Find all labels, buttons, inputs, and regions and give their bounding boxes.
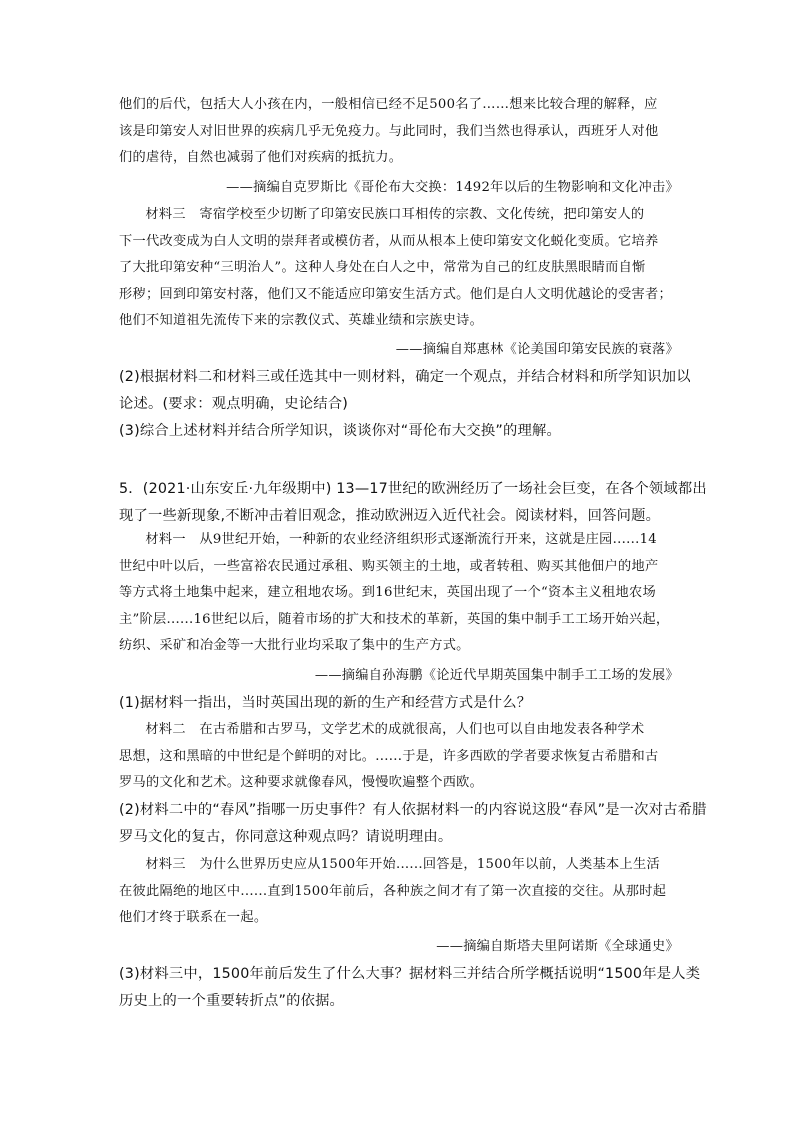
material2-excerpt <box>119 92 679 172</box>
text-line: (2)根据材料二和材料三或任选其中一则材料，确定一个观点，并结合材料和所学知识加以 <box>119 369 691 385</box>
text-line: 材料一 从9世纪开始，一种新的农业经济组织形式逐渐流行开来，这就是庄园......14 <box>145 532 657 547</box>
text-line: 5．(2021·山东安丘·九年级期中) 13—17世纪的欧洲经历了一场社会巨变，在各个领域都出 <box>119 481 707 497</box>
question-5-2 <box>119 797 707 850</box>
text-line: 罗马的文化和艺术。这种要求就像春风，慢慢吹遍整个西欧。 <box>119 775 484 790</box>
text-line: 形秽；回到印第安村落，他们又不能适应印第安生活方式。他们是白人文明优越论的受害者； <box>119 286 672 302</box>
text-line: 历史上的一个重要转折点”的依据。 <box>119 992 345 1009</box>
material3-paragraph <box>119 202 679 335</box>
text-line: 罗马文化的复古，你同意这种观点吗？请说明理由。 <box>119 828 453 845</box>
text-line: 下一代改变成为白人文明的崇拜者或模仿者，从而从根本上使印第安文化蜕化变质。它培养 <box>119 233 659 249</box>
question-5-1: (1)据材料一指出，当时英国出现的新的生产和经营方式是什么？ <box>119 695 532 711</box>
text-line: 论述。(要求：观点明确，史论结合) <box>119 395 349 412</box>
text-line: 材料三 为什么世界历史应从1500年开始......回答是，1500年以前，人类基本上生活 <box>145 857 660 872</box>
text-line: 思想，这和黑暗的中世纪是个鲜明的对比。......于是，许多西欧的学者要求恢复古希腊和古 <box>119 748 659 764</box>
text-line: 们的虐待，自然也减弱了他们对疾病的抵抗力。 <box>119 150 403 165</box>
material2-paragraph <box>119 717 679 797</box>
source-citation: ——摘编自克罗斯比《哥伦布大交换：1492年以后的生物影响和文化冲击》 <box>226 180 679 195</box>
question-3: (3)综合上述材料并结合所学知识，谈谈你对“哥伦布大交换”的理解。 <box>119 423 561 439</box>
text-line: (3)材料三中，1500年前后发生了什么大事？据材料三并结合所学概括说明“1500年是人类 <box>119 966 701 982</box>
text-line: 他们不知道祖先流传下来的宗教仪式、英雄业绩和宗族史诗。 <box>119 313 484 328</box>
text-line: 他们才终于联系在一起。 <box>119 910 268 925</box>
text-line: 他们的后代，包括大人小孩在内，一般相信已经不足500名了……想来比较合理的解释，应 <box>119 97 658 112</box>
material1-paragraph <box>119 527 679 660</box>
text-line: 世纪中叶以后，一些富裕农民通过承租、购买领主的土地，或者转租、购买其他佃户的地产 <box>119 558 659 574</box>
text-line: 主”阶层......16世纪以后，随着市场的扩大和技术的革新，英国的集中制手工工场开始兴起， <box>119 611 670 627</box>
source-citation: ——摘编自斯塔夫里阿诺斯《全球通史》 <box>436 939 679 954</box>
text-line: 该是印第安人对旧世界的疾病几乎无免疫力。与此同时，我们当然也得承认，西班牙人对他 <box>119 123 659 139</box>
text-line: 现了一些新现象,不断冲击着旧观念，推动欧洲迈入近代社会。阅读材料，回答问题。 <box>119 507 661 524</box>
text-line: 材料二 在古希腊和古罗马，文学艺术的成就很高，人们也可以自由地发表各种学术 <box>145 722 645 737</box>
source-citation: ——摘编自郑惠林《论美国印第安民族的衰落》 <box>395 342 679 357</box>
text-line: 材料三 寄宿学校至少切断了印第安民族口耳相传的宗教、文化传统，把印第安人的 <box>145 207 645 222</box>
source-citation: ——摘编自孙海鹏《论近代早期英国集中制手工工场的发展》 <box>314 668 679 683</box>
text-line: 等方式将土地集中起来，建立租地农场。到16世纪末，英国出现了一个“资本主义租地农场 <box>119 585 656 600</box>
text-line: 了大批印第安种“三明治人”。这种人身处在白人之中，常常为自己的红皮肤黑眼睛而自惭 <box>119 260 646 275</box>
material3-paragraph <box>119 852 679 932</box>
text-line: 纺织、采矿和冶金等一大批行业均采取了集中的生产方式。 <box>119 638 470 653</box>
text-line: (2)材料二中的“春风”指哪一历史事件？有人依据材料一的内容说这股“春风”是一次对古希腊 <box>119 802 707 818</box>
question-2 <box>119 364 691 417</box>
question-5-3 <box>119 961 701 1014</box>
question-5-stem <box>119 476 707 529</box>
text-line: 在彼此隔绝的地区中......直到1500年前后，各种族之间才有了第一次直接的交往。从那时起 <box>119 883 667 899</box>
